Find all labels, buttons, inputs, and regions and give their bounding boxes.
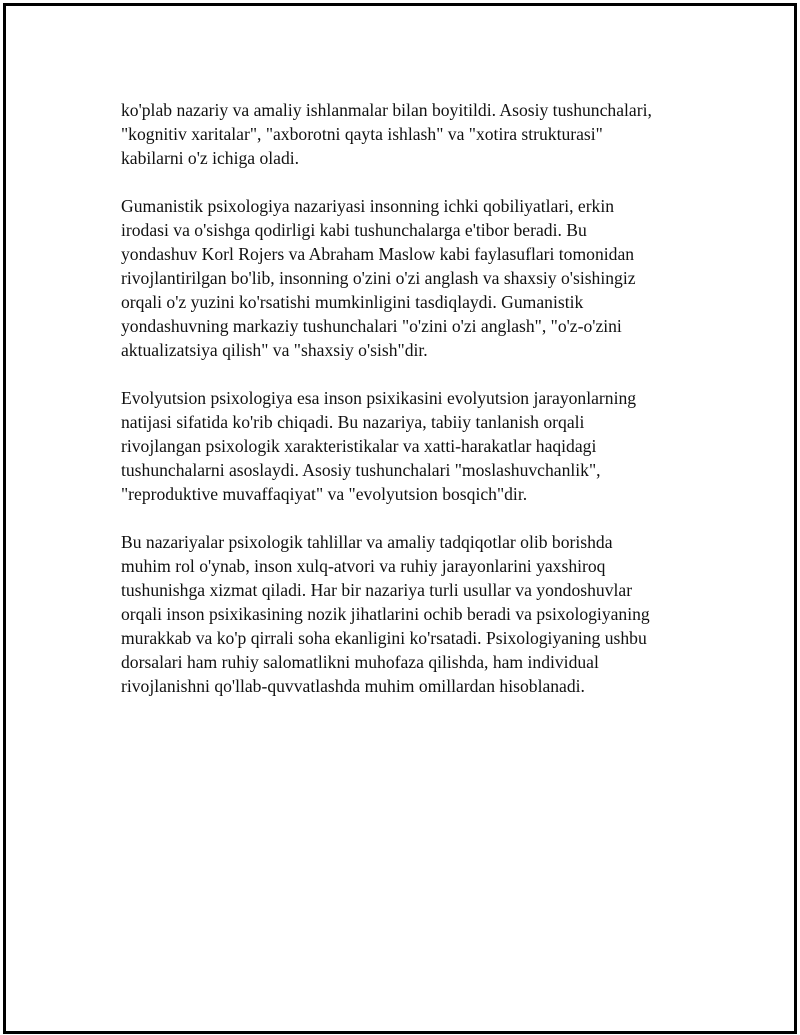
text-line: yondashuvning markaziy tushunchalari "o'zini o'zi anglash", "o'z-o'zini — [121, 316, 622, 336]
paragraph-cognitive-continuation — [121, 98, 701, 170]
text-line: yondashuv Korl Rojers va Abraham Maslow kabi faylasuflari tomonidan — [121, 244, 635, 264]
text-line: natijasi sifatida ko'rib chiqadi. Bu nazariya, tabiiy tanlanish orqali — [121, 412, 585, 432]
text-line: tushunishga xizmat qiladi. Har bir nazariya turli usullar va yondoshuvlar — [121, 580, 633, 600]
text-line: rivojlanishni qo'llab-quvvatlashda muhim omillardan hisoblanadi. — [121, 676, 585, 696]
paragraph-evolutionary-psychology — [121, 386, 701, 506]
text-line: "reproduktive muvaffaqiyat" va "evolyutsion bosqich"dir. — [121, 484, 528, 504]
text-line: rivojlantirilgan bo'lib, insonning o'zini o'zi anglash va shaxsiy o'sishingiz — [121, 268, 636, 288]
page-frame — [3, 3, 797, 1034]
text-line: murakkab va ko'p qirrali soha ekanligini ko'rsatadi. Psixologiyaning ushbu — [121, 628, 647, 648]
text-line: Gumanistik psixologiya nazariyasi insonning ichki qobiliyatlari, erkin — [121, 196, 615, 216]
text-line: tushunchalarni asoslaydi. Asosiy tushunchalari "moslashuvchanlik", — [121, 460, 601, 480]
text-line: ko'plab nazariy va amaliy ishlanmalar bilan boyitildi. Asosiy tushunchalari, — [121, 100, 652, 120]
text-line: Evolyutsion psixologiya esa inson psixikasini evolyutsion jarayonlarning — [121, 388, 637, 408]
text-line: kabilarni o'z ichiga oladi. — [121, 148, 300, 168]
text-line: dorsalari ham ruhiy salomatlikni muhofaza qilishda, ham individual — [121, 652, 599, 672]
text-line: aktualizatsiya qilish" va "shaxsiy o'sish"dir. — [121, 340, 428, 360]
text-line: Bu nazariyalar psixologik tahlillar va amaliy tadqiqotlar olib borishda — [121, 532, 613, 552]
text-line: orqali o'z yuzini ko'rsatishi mumkinligini tasdiqlaydi. Gumanistik — [121, 292, 584, 312]
paragraph-humanistic-psychology — [121, 194, 701, 362]
text-line: "kognitiv xaritalar", "axborotni qayta ishlash" va "xotira strukturasi" — [121, 124, 603, 144]
paragraph-conclusion — [121, 530, 701, 698]
document-body — [121, 98, 701, 722]
text-line: muhim rol o'ynab, inson xulq-atvori va ruhiy jarayonlarini yaxshiroq — [121, 556, 606, 576]
text-line: orqali inson psixikasining nozik jihatlarini ochib beradi va psixologiyaning — [121, 604, 650, 624]
text-line: irodasi va o'sishga qodirligi kabi tushunchalarga e'tibor beradi. Bu — [121, 220, 587, 240]
text-line: rivojlangan psixologik xarakteristikalar va xatti-harakatlar haqidagi — [121, 436, 597, 456]
